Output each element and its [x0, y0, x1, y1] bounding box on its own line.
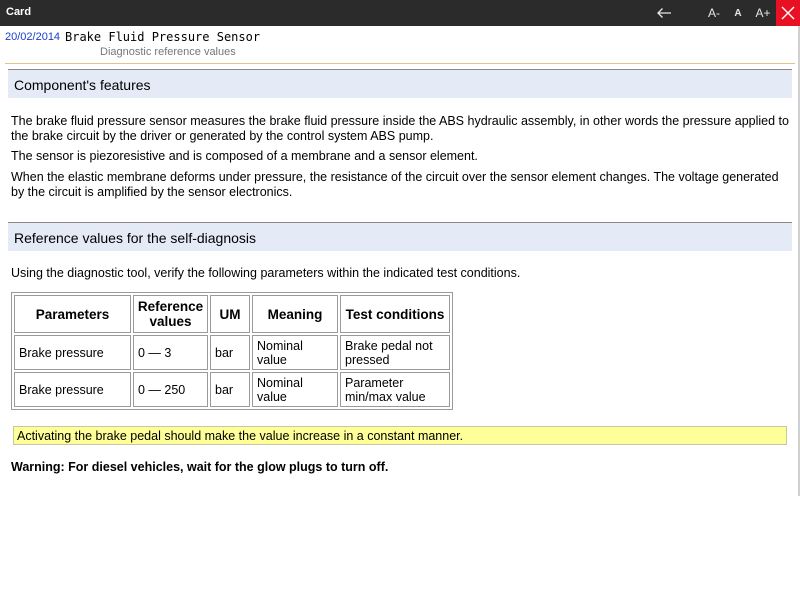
header-parameters: Parameters	[14, 295, 131, 333]
header-divider	[5, 63, 795, 64]
window-title: Card	[6, 6, 32, 18]
header-um: UM	[210, 295, 250, 333]
card-date: 20/02/2014	[5, 31, 61, 43]
title-bar	[0, 0, 800, 26]
table-cell: Brake pressure	[14, 335, 131, 370]
table-header-row	[14, 295, 450, 333]
header-test-conditions: Test conditions	[340, 295, 450, 333]
table-cell: Brake pressure	[14, 372, 131, 407]
table-cell: Nominal value	[252, 335, 338, 370]
table-row	[14, 335, 450, 370]
features-paragraph-1: The brake fluid pressure sensor measures the brake fluid pressure inside the ABS hydraulic assembly, in other words the pressure applied to the brake circuit by the driver or generated by the control system ABS pump.	[11, 114, 789, 143]
card-subtitle: Diagnostic reference values	[100, 46, 236, 58]
back-button[interactable]	[650, 0, 678, 26]
table-cell: 0 — 250	[133, 372, 208, 407]
close-button[interactable]	[776, 0, 800, 26]
card-header	[0, 26, 800, 64]
section-heading-self-diagnosis: Reference values for the self-diagnosis	[8, 222, 792, 251]
font-decrease-button[interactable]: A-	[708, 6, 720, 20]
table-cell: Nominal value	[252, 372, 338, 407]
arrow-left-icon	[656, 7, 672, 19]
header-reference-values: Reference values	[133, 295, 208, 333]
table-cell: Brake pedal not pressed	[340, 335, 450, 370]
table-cell: bar	[210, 335, 250, 370]
table-cell: Parameter min/max value	[340, 372, 450, 407]
font-reset-button[interactable]: A	[734, 7, 742, 19]
features-paragraph-3: When the elastic membrane deforms under pressure, the resistance of the circuit over the sensor element changes. The voltage generated by the circuit is amplified by the sensor electronics.	[11, 170, 779, 199]
font-increase-button[interactable]: A+	[755, 6, 771, 20]
close-icon	[781, 6, 795, 20]
warning-text: Warning: For diesel vehicles, wait for the glow plugs to turn off.	[11, 460, 389, 474]
card-title: Brake Fluid Pressure Sensor	[65, 30, 261, 44]
features-paragraph-2: The sensor is piezoresistive and is composed of a membrane and a sensor element.	[11, 149, 478, 163]
reference-values-table	[11, 292, 453, 410]
table-cell: bar	[210, 372, 250, 407]
header-meaning: Meaning	[252, 295, 338, 333]
table-cell: 0 — 3	[133, 335, 208, 370]
self-diagnosis-intro: Using the diagnostic tool, verify the following parameters within the indicated test conditions.	[11, 266, 521, 280]
section-heading-features: Component's features	[8, 69, 792, 98]
table-row	[14, 372, 450, 407]
highlight-note: Activating the brake pedal should make the value increase in a constant manner.	[13, 426, 787, 445]
